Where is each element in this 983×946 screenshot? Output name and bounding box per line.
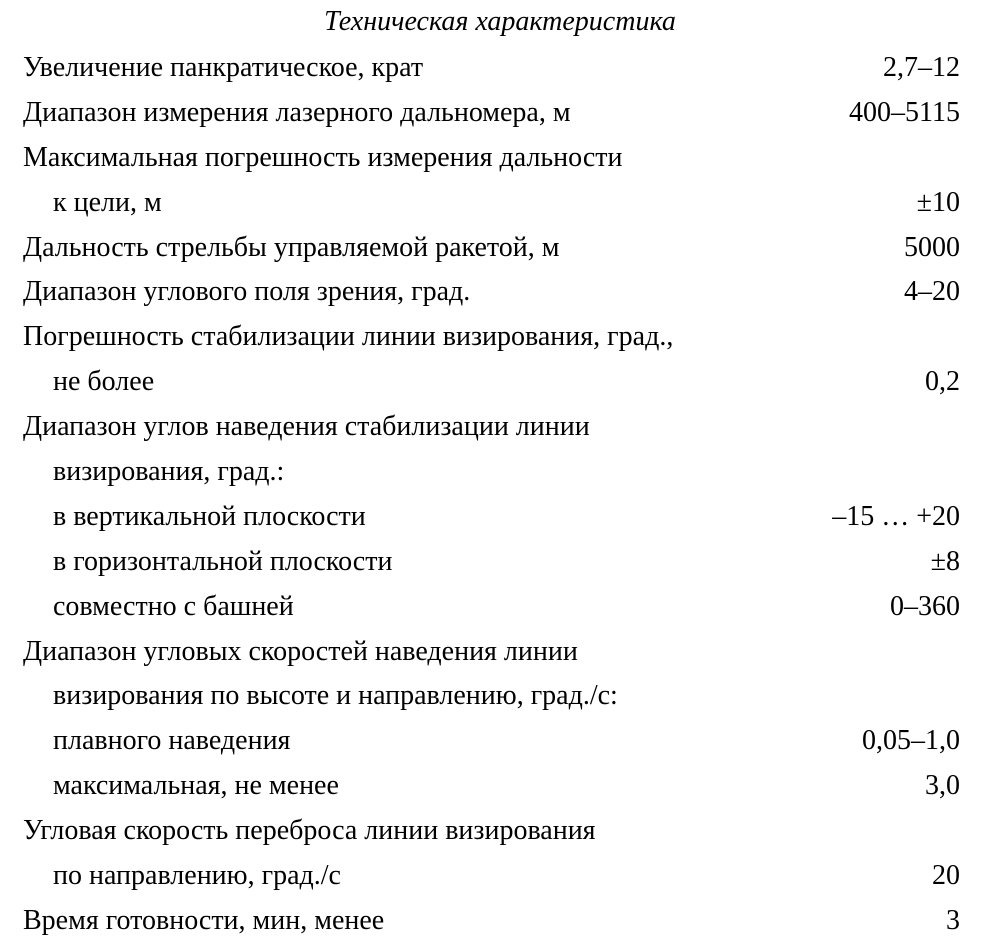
spec-label: в горизонтальной плоскости bbox=[53, 545, 393, 577]
spec-row bbox=[23, 407, 960, 452]
spec-row bbox=[23, 811, 960, 856]
spec-row bbox=[23, 228, 960, 273]
spec-label: Угловая скорость переброса линии визирования bbox=[23, 815, 596, 847]
spec-label: Дальность стрельбы управляемой ракетой, м bbox=[23, 231, 560, 263]
spec-row bbox=[23, 676, 960, 721]
spec-value: 0,2 bbox=[925, 366, 960, 398]
spec-row bbox=[23, 272, 960, 317]
spec-row bbox=[23, 542, 960, 587]
spec-value: ±10 bbox=[916, 186, 960, 218]
spec-row bbox=[23, 48, 960, 93]
spec-row bbox=[23, 856, 960, 901]
spec-value: 0,05–1,0 bbox=[862, 725, 960, 757]
spec-value: 20 bbox=[932, 860, 960, 892]
spec-label: по направлению, град./с bbox=[53, 860, 341, 892]
spec-row bbox=[23, 632, 960, 677]
spec-value: 0–360 bbox=[890, 590, 960, 622]
spec-row bbox=[23, 183, 960, 228]
spec-label: Диапазон углового поля зрения, град. bbox=[23, 276, 471, 308]
spec-label: Увеличение панкратическое, крат bbox=[23, 52, 424, 83]
spec-label: визирования по высоте и направлению, град./с: bbox=[53, 680, 618, 712]
spec-title: Техническая характеристика bbox=[324, 6, 676, 37]
spec-label: Диапазон угловых скоростей наведения линии bbox=[23, 635, 578, 667]
spec-row bbox=[23, 766, 960, 811]
spec-label: максимальная, не менее bbox=[53, 770, 339, 802]
spec-row bbox=[23, 587, 960, 632]
spec-row bbox=[23, 93, 960, 138]
spec-row bbox=[23, 901, 960, 946]
spec-label: совместно с башней bbox=[53, 590, 294, 622]
spec-value: 5000 bbox=[904, 231, 960, 263]
spec-label: Максимальная погрешность измерения дальности bbox=[23, 141, 623, 173]
spec-label: визирования, град.: bbox=[53, 456, 285, 488]
spec-label: Диапазон углов наведения стабилизации линии bbox=[23, 411, 590, 443]
spec-row bbox=[23, 497, 960, 542]
spec-row bbox=[23, 721, 960, 766]
spec-value: 3 bbox=[946, 904, 960, 936]
spec-value: 4–20 bbox=[904, 276, 960, 308]
spec-value: 3,0 bbox=[925, 770, 960, 802]
spec-value: ±8 bbox=[930, 545, 960, 577]
spec-label: в вертикальной плоскости bbox=[53, 500, 366, 532]
spec-value: 2,7–12 bbox=[883, 52, 960, 83]
spec-table bbox=[23, 48, 960, 946]
spec-label: не более bbox=[53, 366, 155, 398]
spec-row bbox=[23, 138, 960, 183]
spec-label: плавного наведения bbox=[53, 725, 291, 757]
spec-label: к цели, м bbox=[53, 186, 162, 218]
spec-value: –15 … +20 bbox=[832, 500, 960, 532]
spec-row bbox=[23, 452, 960, 497]
spec-label: Время готовности, мин, менее bbox=[23, 904, 385, 936]
spec-row bbox=[23, 317, 960, 362]
spec-label: Погрешность стабилизации линии визирования, град., bbox=[23, 321, 674, 353]
spec-label: Диапазон измерения лазерного дальномера, м bbox=[23, 96, 571, 128]
spec-row bbox=[23, 362, 960, 407]
spec-value: 400–5115 bbox=[849, 96, 960, 128]
